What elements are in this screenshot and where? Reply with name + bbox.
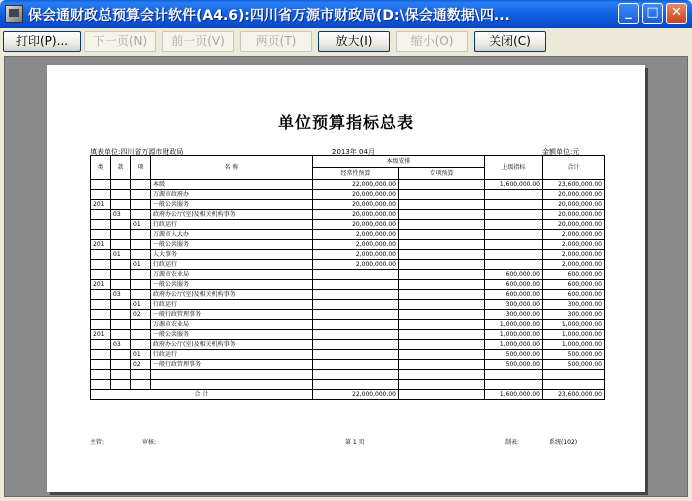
cell-total: 2,000,000.00	[543, 260, 605, 270]
table-row	[91, 240, 605, 250]
cell-superior	[485, 380, 543, 390]
cell-superior: 600,000.00	[485, 280, 543, 290]
cell-total: 600,000.00	[543, 290, 605, 300]
cell-earmarked	[399, 310, 485, 320]
cell-name: 一般公共服务	[151, 330, 313, 340]
header-superior: 上级指标	[485, 156, 543, 180]
app-icon[interactable]	[5, 5, 23, 23]
cell-superior	[485, 220, 543, 230]
cell-earmarked	[399, 200, 485, 210]
cell-lei	[91, 300, 111, 310]
table-row	[91, 180, 605, 190]
header-kuan: 款	[111, 156, 131, 180]
cell-name: 人大事务	[151, 250, 313, 260]
cell-xiang	[131, 200, 151, 210]
cell-earmarked	[399, 220, 485, 230]
cell-xiang	[131, 180, 151, 190]
cell-xiang: 02	[131, 310, 151, 320]
cell-earmarked	[399, 250, 485, 260]
report-title: 单位预算指标总表	[277, 113, 414, 132]
cell-lei: 201	[91, 200, 111, 210]
cell-regular	[313, 370, 399, 380]
close-window-button[interactable]: ✕	[666, 3, 687, 24]
window-title: 保会通财政总预算会计软件(A4.6):四川省万源市财政局(D:\保会通数据\四...	[28, 8, 510, 24]
cell-kuan	[111, 220, 131, 230]
cell-lei: 201	[91, 240, 111, 250]
cell-superior: 500,000.00	[485, 360, 543, 370]
zoom-out-button[interactable]: 缩小(O)	[396, 31, 468, 52]
cell-name: 本级	[151, 180, 313, 190]
cell-lei	[91, 380, 111, 390]
cell-earmarked	[399, 380, 485, 390]
cell-lei: 201	[91, 280, 111, 290]
cell-total: 500,000.00	[543, 360, 605, 370]
footer-system-code: 系统(102)	[549, 439, 578, 446]
table-row	[91, 200, 605, 210]
cell-regular	[313, 320, 399, 330]
cell-regular	[313, 340, 399, 350]
cell-xiang: 01	[131, 350, 151, 360]
header-regular: 经常性预算	[313, 168, 399, 180]
cell-kuan	[111, 200, 131, 210]
print-button[interactable]: 打印(P)...	[3, 31, 81, 52]
table-row	[91, 300, 605, 310]
table-row	[91, 350, 605, 360]
table-row	[91, 310, 605, 320]
cell-regular: 2,000,000.00	[313, 240, 399, 250]
footer-preparer: 制表:	[505, 439, 520, 446]
cell-total: 1,000,000.00	[543, 330, 605, 340]
cell-earmarked	[399, 240, 485, 250]
maximize-button[interactable]: □	[642, 3, 663, 24]
cell-xiang	[131, 250, 151, 260]
cell-total: 500,000.00	[543, 350, 605, 360]
report-date: 2013年 04月	[332, 148, 375, 156]
cell-name: 政府办公厅(室)及相关机构事务	[151, 210, 313, 220]
cell-earmarked	[399, 350, 485, 360]
cell-superior: 500,000.00	[485, 350, 543, 360]
table-row	[91, 220, 605, 230]
cell-kuan	[111, 300, 131, 310]
cell-superior	[485, 210, 543, 220]
cell-superior	[485, 190, 543, 200]
cell-regular: 2,000,000.00	[313, 260, 399, 270]
cell-total: 23,600,000.00	[543, 180, 605, 190]
cell-superior	[485, 230, 543, 240]
cell-total: 20,000,000.00	[543, 190, 605, 200]
cell-regular: 20,000,000.00	[313, 200, 399, 210]
footer-page: 第 1 页	[345, 439, 365, 446]
cell-name: 万源市人大办	[151, 230, 313, 240]
cell-superior: 1,000,000.00	[485, 320, 543, 330]
cell-lei	[91, 250, 111, 260]
table-row	[91, 360, 605, 370]
cell-total: 600,000.00	[543, 280, 605, 290]
cell-superior	[485, 240, 543, 250]
cell-total: 2,000,000.00	[543, 250, 605, 260]
cell-total: 20,000,000.00	[543, 210, 605, 220]
cell-kuan	[111, 280, 131, 290]
cell-kuan	[111, 310, 131, 320]
cell-lei: 201	[91, 330, 111, 340]
cell-kuan	[111, 270, 131, 280]
cell-regular: 2,000,000.00	[313, 230, 399, 240]
cell-kuan: 01	[111, 250, 131, 260]
table-row	[91, 230, 605, 240]
cell-regular	[313, 380, 399, 390]
next-page-button[interactable]: 下一页(N)	[84, 31, 156, 52]
cell-total: 300,000.00	[543, 300, 605, 310]
header-total: 合计	[543, 156, 605, 180]
cell-earmarked	[399, 320, 485, 330]
cell-regular	[313, 330, 399, 340]
cell-regular	[313, 350, 399, 360]
cell-name: 一般公共服务	[151, 240, 313, 250]
cell-kuan	[111, 180, 131, 190]
table-row	[91, 260, 605, 270]
table-row	[91, 330, 605, 340]
cell-earmarked	[399, 190, 485, 200]
cell-name: 万源市政府办	[151, 190, 313, 200]
cell-name: 一般行政管理事务	[151, 360, 313, 370]
header-current-budget: 本级安排	[313, 156, 485, 168]
cell-total: 20,000,000.00	[543, 200, 605, 210]
cell-lei	[91, 290, 111, 300]
cell-earmarked	[399, 260, 485, 270]
cell-lei	[91, 340, 111, 350]
zoom-in-button[interactable]: 放大(I)	[318, 31, 390, 52]
cell-kuan	[111, 260, 131, 270]
cell-lei	[91, 210, 111, 220]
cell-name	[151, 380, 313, 390]
cell-name	[151, 370, 313, 380]
header-row-1	[91, 156, 605, 168]
cell-xiang	[131, 230, 151, 240]
cell-name: 行政运行	[151, 350, 313, 360]
total-row	[91, 390, 605, 400]
print-preview-area[interactable]	[4, 56, 688, 497]
close-preview-button[interactable]: 关闭(C)	[474, 31, 546, 52]
cell-total: 300,000.00	[543, 310, 605, 320]
cell-earmarked	[399, 180, 485, 190]
header-lei: 类	[91, 156, 111, 180]
cell-name: 政府办公厅(室)及相关机构事务	[151, 340, 313, 350]
table-row	[91, 380, 605, 390]
cell-kuan	[111, 370, 131, 380]
cell-regular	[313, 360, 399, 370]
table-row	[91, 320, 605, 330]
cell-lei	[91, 180, 111, 190]
cell-xiang	[131, 270, 151, 280]
cell-total	[543, 380, 605, 390]
minimize-button[interactable]: _	[618, 3, 639, 24]
cell-kuan: 03	[111, 290, 131, 300]
cell-superior: 1,000,000.00	[485, 340, 543, 350]
cell-regular	[313, 270, 399, 280]
total-total: 23,600,000.00	[543, 390, 605, 400]
cell-kuan	[111, 350, 131, 360]
cell-xiang	[131, 240, 151, 250]
cell-earmarked	[399, 270, 485, 280]
cell-kuan	[111, 240, 131, 250]
cell-xiang	[131, 210, 151, 220]
cell-total: 2,000,000.00	[543, 240, 605, 250]
cell-lei	[91, 190, 111, 200]
cell-lei	[91, 260, 111, 270]
cell-earmarked	[399, 280, 485, 290]
cell-earmarked	[399, 300, 485, 310]
report-currency: 金额单位:元	[542, 148, 580, 156]
cell-regular	[313, 310, 399, 320]
header-xiang: 项	[131, 156, 151, 180]
cell-lei	[91, 310, 111, 320]
cell-total: 1,000,000.00	[543, 340, 605, 350]
cell-xiang	[131, 380, 151, 390]
cell-total	[543, 370, 605, 380]
cell-xiang	[131, 320, 151, 330]
header-earmarked: 专项预算	[399, 168, 485, 180]
cell-kuan: 03	[111, 210, 131, 220]
cell-lei	[91, 370, 111, 380]
cell-superior: 600,000.00	[485, 270, 543, 280]
cell-superior: 300,000.00	[485, 310, 543, 320]
cell-regular: 20,000,000.00	[313, 220, 399, 230]
title-bar	[0, 0, 692, 28]
cell-xiang	[131, 290, 151, 300]
cell-xiang: 01	[131, 220, 151, 230]
cell-total: 600,000.00	[543, 270, 605, 280]
cell-regular: 2,000,000.00	[313, 250, 399, 260]
cell-kuan	[111, 330, 131, 340]
cell-lei	[91, 220, 111, 230]
cell-lei	[91, 360, 111, 370]
budget-table	[90, 155, 605, 400]
cell-regular	[313, 280, 399, 290]
report-page	[47, 65, 645, 492]
cell-name: 行政运行	[151, 300, 313, 310]
cell-superior	[485, 370, 543, 380]
table-row	[91, 370, 605, 380]
cell-earmarked	[399, 210, 485, 220]
toolbar	[0, 28, 692, 56]
cell-regular	[313, 300, 399, 310]
cell-name: 行政运行	[151, 220, 313, 230]
cell-lei	[91, 270, 111, 280]
cell-superior	[485, 200, 543, 210]
cell-kuan	[111, 360, 131, 370]
cell-kuan	[111, 320, 131, 330]
cell-superior	[485, 260, 543, 270]
cell-name: 一般公共服务	[151, 200, 313, 210]
cell-earmarked	[399, 370, 485, 380]
total-earmarked	[399, 390, 485, 400]
cell-superior	[485, 250, 543, 260]
cell-lei	[91, 320, 111, 330]
report-unit: 填表单位:四川省万源市财政局	[90, 148, 184, 156]
cell-total: 2,000,000.00	[543, 230, 605, 240]
cell-earmarked	[399, 360, 485, 370]
cell-earmarked	[399, 330, 485, 340]
cell-regular	[313, 290, 399, 300]
cell-xiang: 02	[131, 360, 151, 370]
total-superior: 1,600,000.00	[485, 390, 543, 400]
table-row	[91, 290, 605, 300]
cell-lei	[91, 230, 111, 240]
cell-name: 行政运行	[151, 260, 313, 270]
cell-earmarked	[399, 290, 485, 300]
cell-name: 万源市农业局	[151, 270, 313, 280]
cell-name: 一般行政管理事务	[151, 310, 313, 320]
cell-kuan	[111, 190, 131, 200]
cell-name: 万源市农业局	[151, 320, 313, 330]
cell-superior: 1,600,000.00	[485, 180, 543, 190]
cell-name: 政府办公厅(室)及相关机构事务	[151, 290, 313, 300]
cell-earmarked	[399, 340, 485, 350]
cell-xiang: 01	[131, 300, 151, 310]
cell-xiang	[131, 280, 151, 290]
table-row	[91, 270, 605, 280]
two-pages-button[interactable]: 两页(T)	[240, 31, 312, 52]
footer-reviewer: 审核:	[142, 439, 157, 446]
table-row	[91, 280, 605, 290]
cell-regular: 20,000,000.00	[313, 210, 399, 220]
cell-xiang: 01	[131, 260, 151, 270]
footer-supervisor: 主管:	[90, 439, 105, 446]
table-row	[91, 210, 605, 220]
cell-xiang	[131, 370, 151, 380]
header-name: 名 称	[151, 156, 313, 180]
cell-regular: 20,000,000.00	[313, 190, 399, 200]
cell-xiang	[131, 330, 151, 340]
cell-lei	[91, 350, 111, 360]
prev-page-button[interactable]: 前一页(V)	[162, 31, 234, 52]
table-row	[91, 340, 605, 350]
table-row	[91, 190, 605, 200]
cell-total: 20,000,000.00	[543, 220, 605, 230]
table-row	[91, 250, 605, 260]
cell-superior: 600,000.00	[485, 290, 543, 300]
cell-name: 一般公共服务	[151, 280, 313, 290]
total-regular: 22,000,000.00	[313, 390, 399, 400]
cell-earmarked	[399, 230, 485, 240]
cell-superior: 300,000.00	[485, 300, 543, 310]
cell-kuan	[111, 380, 131, 390]
cell-kuan: 03	[111, 340, 131, 350]
total-label: 合 计	[91, 390, 313, 400]
cell-regular: 22,000,000.00	[313, 180, 399, 190]
cell-total: 1,000,000.00	[543, 320, 605, 330]
cell-xiang	[131, 340, 151, 350]
cell-xiang	[131, 190, 151, 200]
cell-superior: 1,000,000.00	[485, 330, 543, 340]
cell-kuan	[111, 230, 131, 240]
